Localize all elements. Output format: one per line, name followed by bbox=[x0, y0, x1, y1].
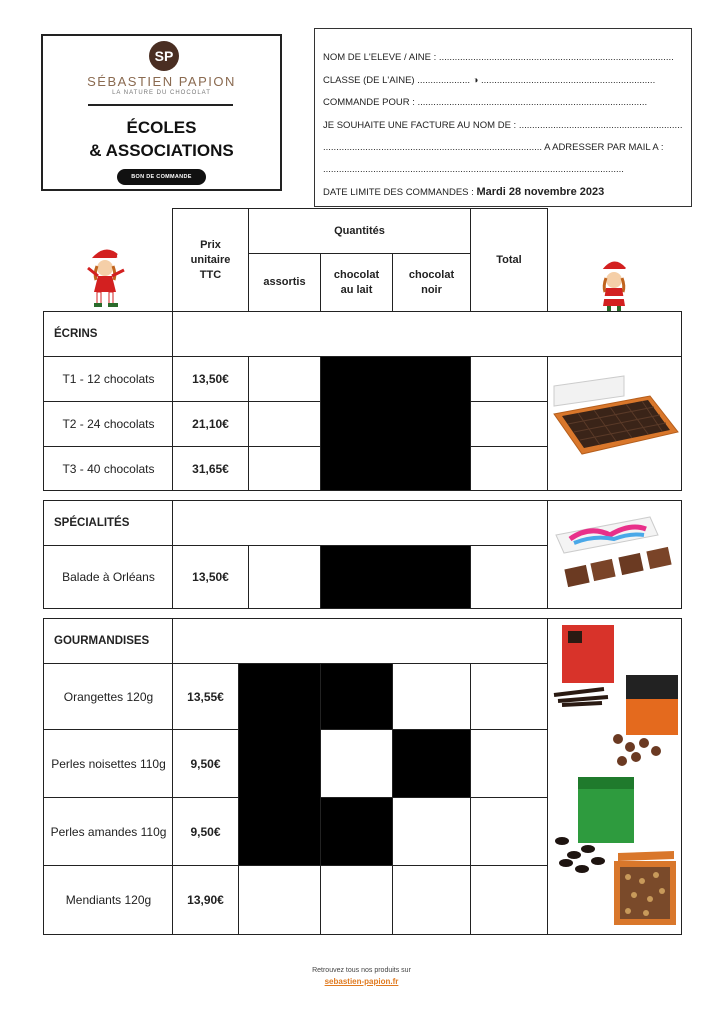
product-price: 9,50€ bbox=[172, 729, 239, 798]
unavailable-block bbox=[320, 797, 393, 866]
unavailable-block bbox=[320, 663, 393, 730]
section-title-ecrins: ÉCRINS bbox=[43, 311, 174, 357]
logo-divider bbox=[88, 104, 233, 106]
qty-dark-input[interactable] bbox=[392, 865, 471, 935]
product-price: 13,55€ bbox=[172, 663, 239, 730]
title-line-2: & ASSOCIATIONS bbox=[89, 141, 234, 160]
product-name: Mendiants 120g bbox=[43, 865, 174, 935]
header-quantities: Quantités bbox=[248, 208, 471, 254]
qty-milk-input[interactable] bbox=[320, 729, 393, 798]
section-title-gourmandises: GOURMANDISES bbox=[43, 618, 174, 664]
footer-text: Retrouvez tous nos produits sur bbox=[312, 967, 411, 974]
total-input[interactable] bbox=[470, 401, 548, 447]
unavailable-block bbox=[320, 545, 471, 609]
qty-dark-input[interactable] bbox=[392, 663, 471, 730]
section-spacer bbox=[172, 311, 682, 357]
order-for-field[interactable]: COMMANDE POUR : ....................................................................................... bbox=[323, 97, 648, 108]
product-name: Orangettes 120g bbox=[43, 663, 174, 730]
qty-assorted-input[interactable] bbox=[238, 865, 321, 935]
total-input[interactable] bbox=[470, 446, 548, 491]
unavailable-block bbox=[392, 729, 471, 798]
product-image-gourmandises bbox=[547, 618, 682, 935]
brand-name: SÉBASTIEN PAPION bbox=[87, 74, 236, 89]
header-dark: chocolat noir bbox=[392, 253, 471, 312]
qty-assorted-input[interactable] bbox=[248, 545, 321, 609]
product-price: 13,50€ bbox=[172, 356, 249, 402]
customer-info-box bbox=[314, 28, 692, 207]
total-input[interactable] bbox=[470, 729, 549, 798]
product-price: 31,65€ bbox=[172, 446, 249, 491]
section-spacer bbox=[172, 618, 549, 664]
header-price: Prix unitaire TTC bbox=[172, 208, 249, 312]
gourmandises-boxes-icon bbox=[548, 619, 681, 934]
student-name-field[interactable]: NOM DE L'ELEVE / AINE : ......................................................................................... bbox=[323, 52, 674, 63]
email-field[interactable]: ................................................................................... A ADRESSER PAR MAIL A : bbox=[323, 142, 664, 153]
qty-assorted-input[interactable] bbox=[248, 446, 321, 491]
qty-dark-input[interactable] bbox=[392, 797, 471, 866]
chocolate-box-icon bbox=[550, 374, 680, 474]
header-total: Total bbox=[470, 208, 548, 312]
logo-card bbox=[41, 34, 282, 191]
deadline bbox=[323, 186, 683, 198]
qty-milk-input[interactable] bbox=[320, 865, 393, 935]
invoice-name-field[interactable]: JE SOUHAITE UNE FACTURE AU NOM DE : .............................................................. bbox=[323, 120, 683, 131]
total-input[interactable] bbox=[470, 663, 549, 730]
product-name: T2 - 24 chocolats bbox=[43, 401, 174, 447]
total-input[interactable] bbox=[470, 797, 549, 866]
product-image-ecrin bbox=[547, 356, 682, 491]
title-line-1: ÉCOLES bbox=[126, 118, 197, 137]
product-name: Perles amandes 110g bbox=[43, 797, 174, 866]
total-input[interactable] bbox=[470, 865, 549, 935]
brand-tagline: LA NATURE DU CHOCOLAT bbox=[112, 90, 211, 96]
total-input[interactable] bbox=[470, 545, 549, 609]
total-input[interactable] bbox=[470, 356, 548, 402]
brand-logo-icon: SP bbox=[149, 41, 179, 71]
section-title-specialites: SPÉCIALITÉS bbox=[43, 500, 174, 546]
elf-left-icon bbox=[84, 244, 130, 310]
class-field[interactable]: CLASSE (DE L'AINE) .................... ◑ .................................................................. bbox=[323, 75, 656, 86]
deadline-value: Mardi 28 novembre 2023 bbox=[476, 186, 605, 198]
header-assorted: assortis bbox=[248, 253, 321, 312]
section-spacer bbox=[172, 500, 549, 546]
product-image-balade bbox=[547, 500, 682, 609]
product-price: 9,50€ bbox=[172, 797, 239, 866]
website-link[interactable]: sebastien-papion.fr bbox=[324, 977, 399, 986]
product-price: 13,50€ bbox=[172, 545, 249, 609]
product-price: 21,10€ bbox=[172, 401, 249, 447]
order-form-badge: BON DE COMMANDE bbox=[117, 169, 206, 185]
product-name: Balade à Orléans bbox=[43, 545, 174, 609]
product-name: Perles noisettes 110g bbox=[43, 729, 174, 798]
header-milk: chocolat au lait bbox=[320, 253, 393, 312]
unavailable-block bbox=[238, 663, 321, 866]
chocolate-bars-icon bbox=[550, 505, 680, 605]
qty-assorted-input[interactable] bbox=[248, 356, 321, 402]
product-name: T3 - 40 chocolats bbox=[43, 446, 174, 491]
document-title bbox=[43, 116, 280, 162]
product-price: 13,90€ bbox=[172, 865, 239, 935]
extra-line-field[interactable]: .................................................................................................................. bbox=[323, 164, 624, 175]
deadline-label: DATE LIMITE DES COMMANDES : bbox=[323, 187, 477, 198]
qty-assorted-input[interactable] bbox=[248, 401, 321, 447]
unavailable-block bbox=[320, 356, 471, 491]
product-name: T1 - 12 chocolats bbox=[43, 356, 174, 402]
